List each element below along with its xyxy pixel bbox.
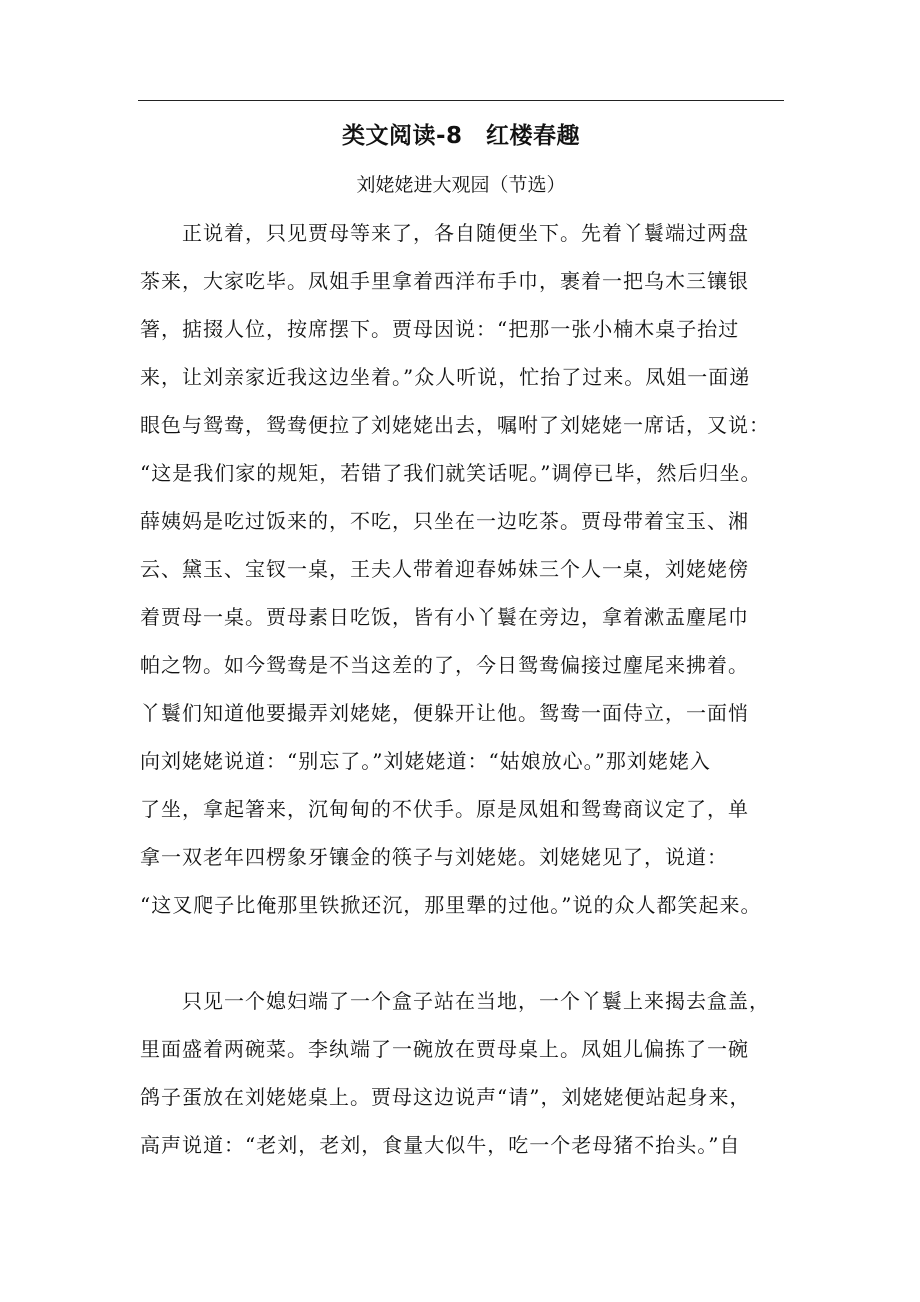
text-line: 了坐，拿起箸来，沉甸甸的不伏手。原是凤姐和鸳鸯商议定了，单 <box>140 797 749 821</box>
text-line: 来，让刘亲家近我这边坐着。”众人听说，忙抬了过来。凤姐一面递 <box>140 365 751 389</box>
text-line: 着贾母一桌。贾母素日吃饭，皆有小丫鬟在旁边，拿着漱盂麈尾巾 <box>140 605 749 629</box>
text-line: 正说着，只见贾母等来了，各自随便坐下。先着丫鬟端过两盘 <box>182 221 749 245</box>
text-line: 茶来，大家吃毕。凤姐手里拿着西洋布手巾，裹着一把乌木三镶银 <box>140 269 749 293</box>
text-line: 向刘姥姥说道：“别忘了。”刘姥姥道：“姑娘放心。”那刘姥姥入 <box>140 749 711 773</box>
text-line: 薛姨妈是吃过饭来的，不吃，只坐在一边吃茶。贾母带着宝玉、湘 <box>140 509 749 533</box>
text-line: “这叉爬子比俺那里铁掀还沉，那里犟的过他。”说的众人都笑起来。 <box>140 893 762 917</box>
page-title: 类文阅读-8 红楼春趣 <box>341 123 581 149</box>
text-line: “这是我们家的规矩，若错了我们就笑话呢。”调停已毕，然后归坐。 <box>140 461 762 485</box>
text-line: 箸，掂掇人位，按席摆下。贾母因说：“把那一张小楠木桌子抬过 <box>140 317 740 341</box>
text-line: 眼色与鸳鸯，鸳鸯便拉了刘姥姥出去，嘱咐了刘姥姥一席话，又说： <box>140 413 770 437</box>
text-line: 拿一双老年四楞象牙镶金的筷子与刘姥姥。刘姥姥见了，说道： <box>140 845 728 869</box>
text-line: 高声说道：“老刘，老刘，食量大似牛，吃一个老母猪不抬头。”自 <box>140 1133 741 1157</box>
text-line: 帕之物。如今鸳鸯是不当这差的了，今日鸳鸯偏接过麈尾来拂着。 <box>140 653 749 677</box>
text-line: 丫鬟们知道他要撮弄刘姥姥，便躲开让他。鸳鸯一面侍立，一面悄 <box>140 701 749 725</box>
text-line: 云、黛玉、宝钗一桌，王夫人带着迎春姊妹三个人一桌，刘姥姥傍 <box>140 557 749 581</box>
page-subtitle: 刘姥姥进大观园（节选） <box>356 174 566 196</box>
text-line: 鸽子蛋放在刘姥姥桌上。贾母这边说声“请”，刘姥姥便站起身来， <box>140 1085 751 1109</box>
text-line: 只见一个媳妇端了一个盒子站在当地，一个丫鬟上来揭去盒盖， <box>182 989 770 1013</box>
header-rule <box>138 100 784 101</box>
text-line: 里面盛着两碗菜。李纨端了一碗放在贾母桌上。凤姐儿偏拣了一碗 <box>140 1037 749 1061</box>
